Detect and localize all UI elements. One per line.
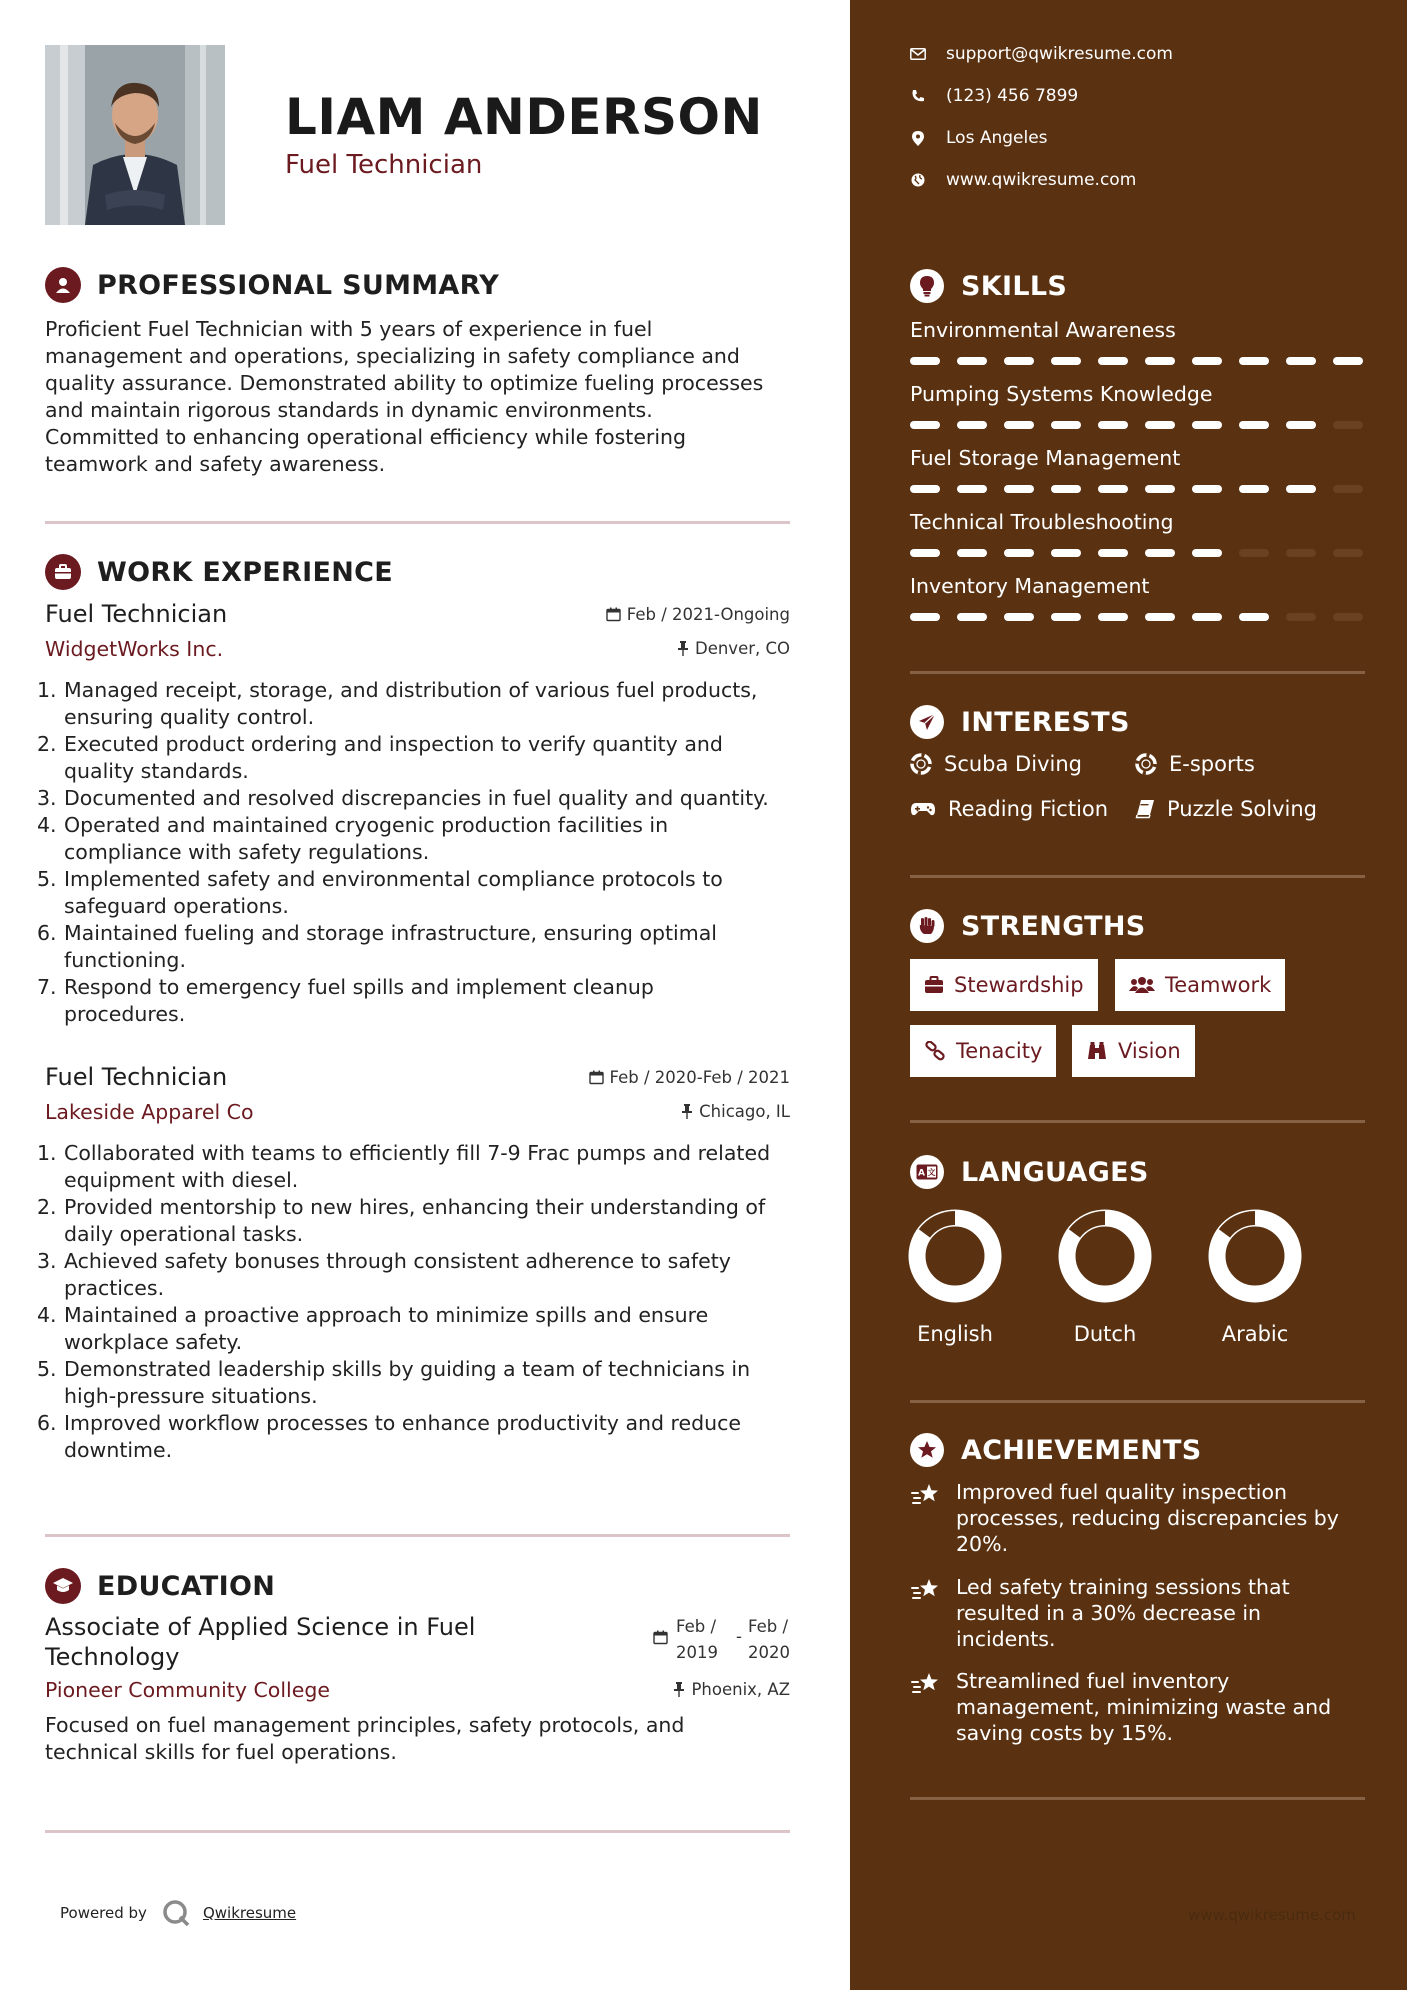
skill-segment bbox=[1333, 421, 1363, 429]
svg-text:文: 文 bbox=[927, 1168, 936, 1177]
company-name: Lakeside Apparel Co bbox=[45, 1100, 254, 1124]
degree-title: Associate of Applied Science in Fuel Technology bbox=[45, 1613, 476, 1671]
footer: Powered by Qwikresume bbox=[60, 1898, 296, 1928]
skill-segment bbox=[1098, 549, 1128, 557]
section-divider bbox=[45, 1534, 790, 1537]
list-item: 3. Documented and resolved discrepancies in fuel quality and quantity. bbox=[37, 786, 769, 810]
binoculars-icon bbox=[1086, 1041, 1108, 1061]
link-icon bbox=[924, 1041, 946, 1061]
shooting-star-icon bbox=[910, 1479, 942, 1557]
lightbulb-icon bbox=[910, 269, 944, 303]
section-divider bbox=[910, 1797, 1365, 1800]
list-item: 3. Achieved safety bonuses through consistent adherence to safety practices. bbox=[37, 1249, 731, 1300]
paper-plane-icon bbox=[910, 705, 944, 739]
map-marker-icon bbox=[910, 131, 926, 146]
calendar-icon bbox=[589, 1070, 604, 1085]
calendar-icon bbox=[606, 607, 621, 622]
skill-segment bbox=[1004, 549, 1034, 557]
contact-email[interactable]: support@qwikresume.com bbox=[910, 44, 1173, 64]
sidebar bbox=[850, 0, 1407, 1990]
skill-segment bbox=[1145, 421, 1175, 429]
user-icon bbox=[45, 267, 81, 303]
section-divider bbox=[910, 1400, 1365, 1403]
education-section bbox=[45, 1566, 790, 1606]
job-entry bbox=[37, 1063, 790, 1464]
skill-segment bbox=[1004, 421, 1034, 429]
job-location: Chicago, IL bbox=[681, 1102, 790, 1121]
skill-segment bbox=[1286, 421, 1316, 429]
profile-photo bbox=[45, 45, 225, 225]
job-bullets bbox=[37, 1140, 790, 1464]
skill-segment bbox=[1286, 613, 1316, 621]
contact-website[interactable]: www.qwikresume.com bbox=[910, 170, 1136, 190]
contact-location: Los Angeles bbox=[910, 128, 1048, 148]
job-bullets bbox=[37, 677, 790, 1028]
skill-segment bbox=[1239, 421, 1269, 429]
skill-name: Technical Troubleshooting bbox=[910, 510, 1174, 534]
pin-icon bbox=[681, 1104, 693, 1119]
skill-segment bbox=[1239, 549, 1269, 557]
users-icon bbox=[1129, 976, 1155, 994]
interest-item: Puzzle Solving bbox=[1135, 797, 1317, 821]
school-name: Pioneer Community College bbox=[45, 1678, 330, 1702]
experience-heading: WORK EXPERIENCE bbox=[97, 556, 393, 588]
job-entry bbox=[37, 600, 790, 1028]
skill-segment bbox=[1239, 613, 1269, 621]
skill-segment bbox=[910, 421, 940, 429]
skill-segment bbox=[1192, 357, 1222, 365]
language-icon bbox=[910, 1155, 944, 1189]
skill-level-bar bbox=[910, 549, 1363, 557]
skill-segment bbox=[1145, 613, 1175, 621]
interests-heading-row: INTERESTS bbox=[910, 705, 1130, 739]
summary-heading: PROFESSIONAL SUMMARY bbox=[97, 269, 500, 301]
skill-segment bbox=[1333, 357, 1363, 365]
skill-segment bbox=[1004, 485, 1034, 493]
skill-segment bbox=[910, 549, 940, 557]
language-item bbox=[1050, 1208, 1160, 1346]
section-divider bbox=[910, 671, 1365, 674]
list-item: 2. Provided mentorship to new hires, enhancing their understanding of daily operational tasks. bbox=[37, 1195, 766, 1246]
skill-segment bbox=[1145, 357, 1175, 365]
interest-item: E-sports bbox=[1135, 752, 1255, 776]
skill-segment bbox=[1051, 549, 1081, 557]
shooting-star-icon bbox=[910, 1574, 942, 1652]
job-title: Fuel Technician bbox=[45, 1063, 228, 1091]
language-name: Arabic bbox=[1221, 1322, 1289, 1346]
skill-segment bbox=[1286, 485, 1316, 493]
list-item: 2. Executed product ordering and inspection to verify quantity and quality standards. bbox=[37, 732, 723, 783]
skill-segment bbox=[957, 421, 987, 429]
language-ring bbox=[1057, 1208, 1153, 1304]
skill-segment bbox=[1004, 357, 1034, 365]
star-badge-icon bbox=[910, 1433, 944, 1467]
job-date: Feb / 2020-Feb / 2021 bbox=[589, 1068, 790, 1087]
achievement-item: Led safety training sessions that resulted in a 30% decrease in incidents. bbox=[910, 1574, 1365, 1652]
pin-icon bbox=[673, 1682, 685, 1697]
skill-level-bar bbox=[910, 485, 1363, 493]
strength-tag: Teamwork bbox=[1115, 959, 1285, 1011]
list-item: 5. Demonstrated leadership skills by guiding a team of technicians in high-pressure situations. bbox=[37, 1357, 751, 1408]
skill-segment bbox=[910, 357, 940, 365]
strengths-heading-row: STRENGTHS bbox=[910, 909, 1146, 943]
language-item bbox=[900, 1208, 1010, 1346]
language-item bbox=[1200, 1208, 1310, 1346]
list-item: 4. Operated and maintained cryogenic production facilities in compliance with safety regulations. bbox=[37, 813, 669, 864]
skill-segment bbox=[1239, 357, 1269, 365]
skill-segment bbox=[957, 357, 987, 365]
skill-segment bbox=[1192, 613, 1222, 621]
skill-name: Environmental Awareness bbox=[910, 318, 1176, 342]
company-name: WidgetWorks Inc. bbox=[45, 637, 224, 661]
summary-text: Proficient Fuel Technician with 5 years of experience in fuel management and operations, specializing in safety compliance and quality assurance. Demonstrated ability to optimize fueling processes and maintain rigorous standards in dynamic environments. Committed to enhancing operational efficiency while fostering teamwork and safety awareness. bbox=[45, 317, 764, 476]
skill-level-bar bbox=[910, 613, 1363, 621]
skill-segment bbox=[1192, 421, 1222, 429]
language-name: Dutch bbox=[1073, 1322, 1137, 1346]
interest-item: Reading Fiction bbox=[910, 797, 1108, 821]
education-entry bbox=[45, 1612, 790, 1766]
shooting-star-icon bbox=[910, 1668, 942, 1746]
skill-segment bbox=[1098, 357, 1128, 365]
strength-tag: Tenacity bbox=[910, 1025, 1056, 1077]
language-name: English bbox=[917, 1322, 993, 1346]
job-date: Feb / 2021-Ongoing bbox=[606, 605, 790, 624]
skill-segment bbox=[1286, 357, 1316, 365]
skill-segment bbox=[1098, 613, 1128, 621]
language-ring bbox=[1207, 1208, 1303, 1304]
skill-level-bar bbox=[910, 421, 1363, 429]
section-divider bbox=[910, 1120, 1365, 1123]
list-item: 6. Maintained fueling and storage infrastructure, ensuring optimal functioning. bbox=[37, 921, 717, 972]
strength-tag: Vision bbox=[1072, 1025, 1195, 1077]
briefcase-icon bbox=[45, 554, 81, 590]
skill-segment bbox=[1192, 549, 1222, 557]
skill-segment bbox=[1051, 613, 1081, 621]
skills-heading-row: SKILLS bbox=[910, 269, 1067, 303]
achievement-item: Improved fuel quality inspection processes, reducing discrepancies by 20%. bbox=[910, 1479, 1365, 1557]
skill-name: Inventory Management bbox=[910, 574, 1150, 598]
section-divider bbox=[45, 521, 790, 524]
qwikresume-link[interactable]: Qwikresume bbox=[202, 1904, 297, 1922]
list-item: 5. Implemented safety and environmental compliance protocols to safeguard operations. bbox=[37, 867, 723, 918]
education-description: Focused on fuel management principles, safety protocols, and technical skills for fuel operations. bbox=[45, 1713, 685, 1764]
skill-segment bbox=[1051, 421, 1081, 429]
interest-item: Scuba Diving bbox=[910, 752, 1082, 776]
job-location: Denver, CO bbox=[677, 639, 790, 658]
svg-text:A: A bbox=[918, 1168, 925, 1179]
list-item: 7. Respond to emergency fuel spills and implement cleanup procedures. bbox=[37, 975, 654, 1026]
qwikresume-logo-icon bbox=[161, 1898, 191, 1928]
summary-section bbox=[45, 265, 790, 478]
skill-segment bbox=[1051, 357, 1081, 365]
graduation-cap-icon bbox=[45, 1568, 81, 1604]
skill-segment bbox=[957, 613, 987, 621]
section-divider bbox=[45, 1830, 790, 1833]
briefcase-icon bbox=[924, 976, 944, 994]
skill-segment bbox=[1098, 485, 1128, 493]
skill-segment bbox=[1098, 421, 1128, 429]
skill-segment bbox=[910, 613, 940, 621]
skill-segment bbox=[1333, 549, 1363, 557]
book-icon bbox=[1135, 799, 1155, 819]
skill-segment bbox=[1286, 549, 1316, 557]
envelope-icon bbox=[910, 48, 926, 60]
skill-segment bbox=[957, 485, 987, 493]
section-divider bbox=[910, 875, 1365, 878]
skill-segment bbox=[1051, 485, 1081, 493]
candidate-title: Fuel Technician bbox=[285, 150, 483, 180]
language-ring bbox=[907, 1208, 1003, 1304]
school-location: Phoenix, AZ bbox=[673, 1680, 790, 1699]
calendar-icon bbox=[653, 1614, 668, 1653]
skill-segment bbox=[1145, 549, 1175, 557]
achievement-item: Streamlined fuel inventory management, minimizing waste and saving costs by 15%. bbox=[910, 1668, 1365, 1746]
gamepad-icon bbox=[910, 801, 936, 817]
achievements-heading-row: ACHIEVEMENTS bbox=[910, 1433, 1202, 1467]
list-item: 4. Maintained a proactive approach to minimize spills and ensure workplace safety. bbox=[37, 1303, 709, 1354]
skill-name: Pumping Systems Knowledge bbox=[910, 382, 1213, 406]
skill-level-bar bbox=[910, 357, 1363, 365]
job-title: Fuel Technician bbox=[45, 600, 228, 628]
skill-segment bbox=[1333, 613, 1363, 621]
skill-segment bbox=[1004, 613, 1034, 621]
lifebuoy-icon bbox=[1135, 753, 1157, 775]
list-item: 1. Collaborated with teams to efficiently fill 7-9 Frac pumps and related equipment with diesel. bbox=[37, 1141, 771, 1192]
skill-segment bbox=[1239, 485, 1269, 493]
experience-section bbox=[45, 552, 790, 592]
pin-icon bbox=[677, 641, 689, 656]
list-item: 1. Managed receipt, storage, and distribution of various fuel products, ensuring quality control. bbox=[37, 678, 758, 729]
skill-name: Fuel Storage Management bbox=[910, 446, 1181, 470]
globe-icon bbox=[910, 173, 926, 187]
skill-segment bbox=[1333, 485, 1363, 493]
list-item: 6. Improved workflow processes to enhance productivity and reduce downtime. bbox=[37, 1411, 742, 1462]
phone-icon bbox=[910, 89, 926, 103]
education-heading: EDUCATION bbox=[97, 1570, 276, 1602]
footer-site: www.qwikresume.com bbox=[1188, 1906, 1356, 1924]
fist-icon bbox=[910, 909, 944, 943]
contact-phone[interactable]: (123) 456 7899 bbox=[910, 86, 1078, 106]
skill-segment bbox=[1145, 485, 1175, 493]
skill-segment bbox=[1192, 485, 1222, 493]
skill-segment bbox=[910, 485, 940, 493]
skill-segment bbox=[957, 549, 987, 557]
strength-tag: Stewardship bbox=[910, 959, 1098, 1011]
education-date: Feb / 2019 - Feb / 2020 bbox=[653, 1612, 790, 1672]
candidate-name: LIAM ANDERSON bbox=[285, 88, 763, 146]
languages-heading-row: A 文 LANGUAGES bbox=[910, 1155, 1149, 1189]
lifebuoy-icon bbox=[910, 753, 932, 775]
